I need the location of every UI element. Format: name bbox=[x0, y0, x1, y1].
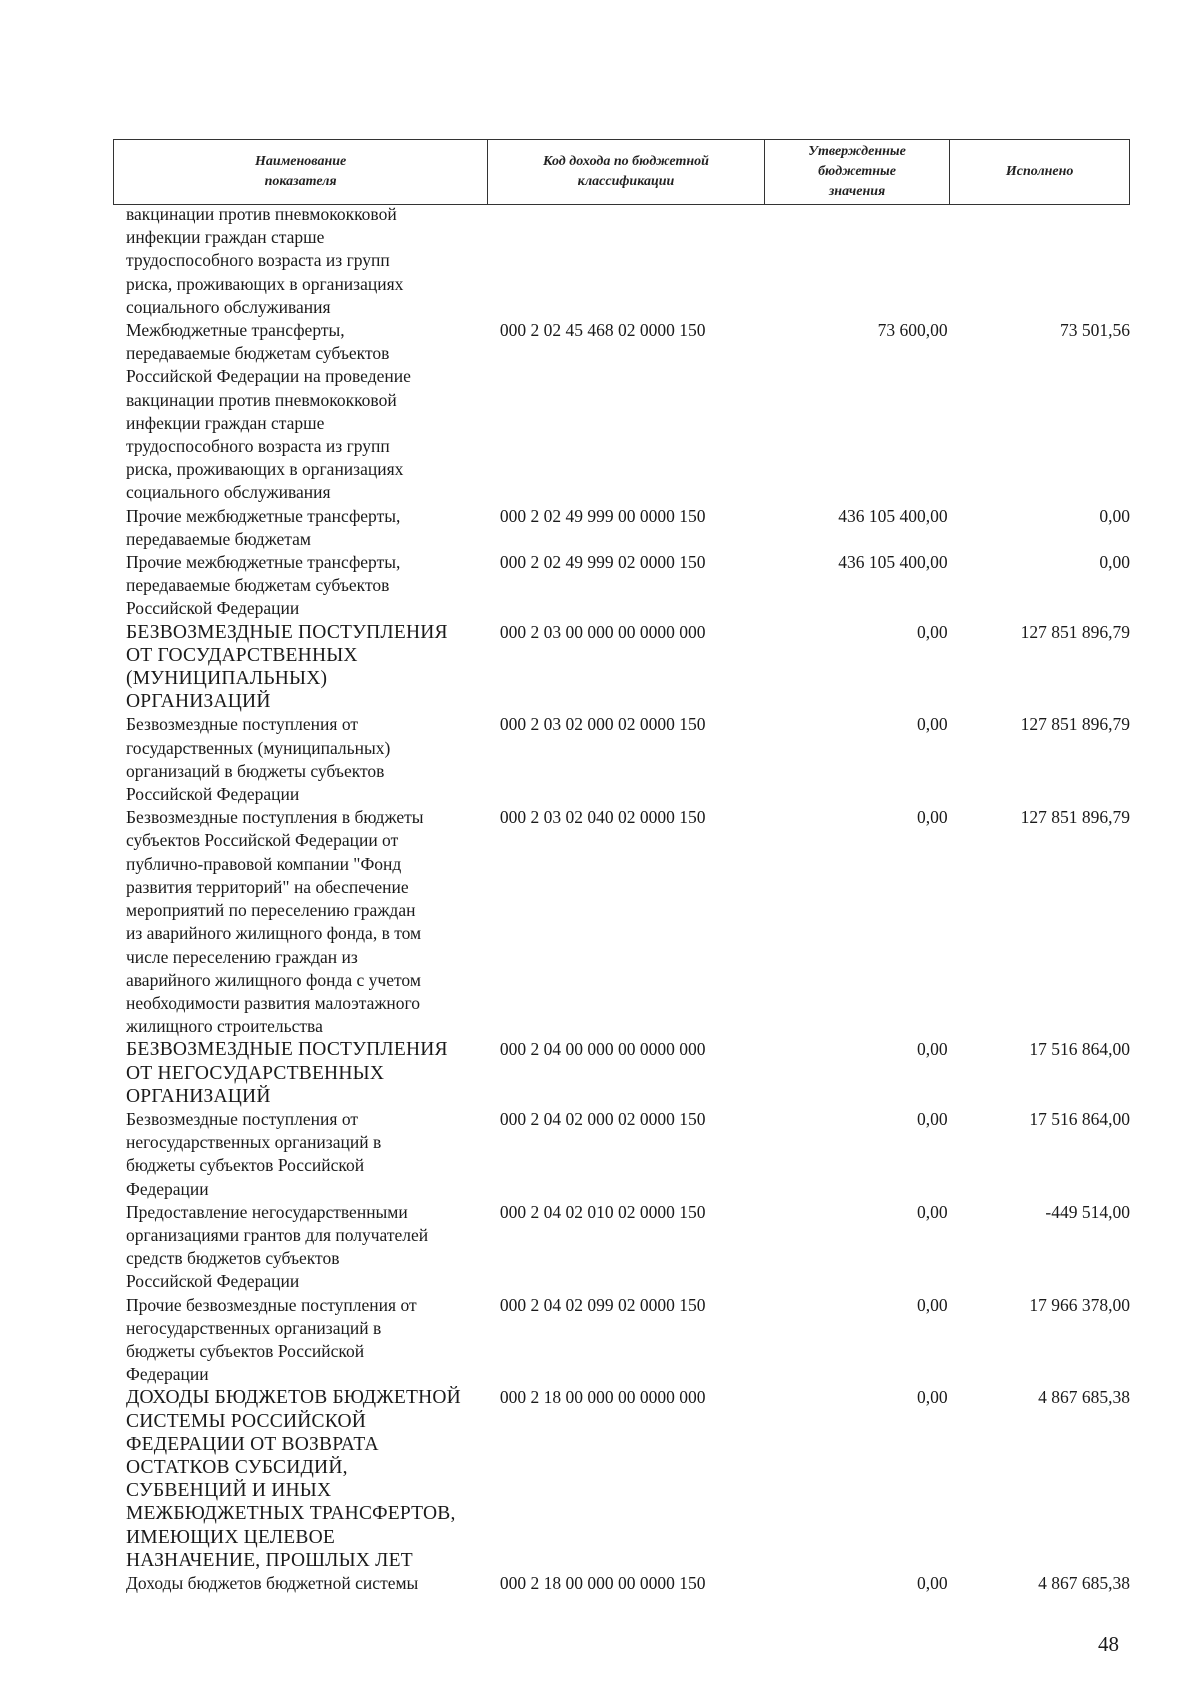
row-approved-cell: 436 105 400,00 bbox=[838, 552, 948, 573]
header-executed bbox=[950, 140, 1129, 204]
row-code-cell: 000 2 03 02 000 02 0000 150 bbox=[499, 714, 706, 735]
row-name-cell: Межбюджетные трансферты, передаваемые бюджетам субъектов Российской Федерации на проведение вакцинации против пневмококковой инфекции граждан старше трудоспособного возраста из групп риска, проживающих в организациях социального обслуживания bbox=[126, 320, 411, 503]
table-row bbox=[126, 1108, 1130, 1201]
row-name-cell: ДОХОДЫ БЮДЖЕТОВ БЮДЖЕТНОЙ СИСТЕМЫ РОССИЙСКОЙ ФЕДЕРАЦИИ ОТ ВОЗВРАТА ОСТАТКОВ СУБСИДИЙ, СУБВЕНЦИЙ И ИНЫХ МЕЖБЮДЖЕТНЫХ ТРАНСФЕРТОВ, ИМЕЮЩИХ ЦЕЛЕВОЕ НАЗНАЧЕНИЕ, ПРОШЛЫХ ЛЕТ bbox=[126, 1387, 461, 1571]
table-row bbox=[126, 713, 1130, 806]
header-income-code bbox=[488, 140, 764, 204]
row-executed-cell: 4 867 685,38 bbox=[1038, 1387, 1130, 1408]
row-executed-cell: 0,00 bbox=[1099, 552, 1130, 573]
row-code-cell: 000 2 02 49 999 00 0000 150 bbox=[499, 505, 706, 526]
row-code-cell: 000 2 02 45 468 02 0000 150 bbox=[499, 320, 706, 341]
header-indicator-name-text: Наименование показателя bbox=[255, 154, 347, 189]
row-name-cell: Предоставление негосударственными организациями грантов для получателей средств бюджетов субъектов Российской Федерации bbox=[126, 1201, 429, 1292]
row-code-cell: 000 2 18 00 000 00 0000 150 bbox=[499, 1572, 706, 1593]
row-executed-cell: 127 851 896,79 bbox=[1020, 621, 1130, 642]
row-code-cell: 000 2 03 00 000 00 0000 000 bbox=[499, 621, 706, 642]
header-approved-values bbox=[765, 140, 951, 204]
row-approved-cell: 0,00 bbox=[916, 1201, 948, 1222]
row-name-cell: Прочие межбюджетные трансферты, передаваемые бюджетам субъектов Российской Федерации bbox=[126, 552, 401, 619]
table-row bbox=[126, 1201, 1130, 1294]
row-approved-cell: 0,00 bbox=[916, 1039, 948, 1060]
table-row bbox=[126, 1572, 1130, 1595]
row-executed-cell: 17 966 378,00 bbox=[1029, 1294, 1130, 1315]
row-code-cell: 000 2 04 00 000 00 0000 000 bbox=[499, 1039, 706, 1060]
row-approved-cell: 0,00 bbox=[916, 807, 948, 828]
row-approved-cell: 0,00 bbox=[916, 621, 948, 642]
table-row bbox=[126, 621, 1130, 714]
row-name-cell: Прочие межбюджетные трансферты, передаваемые бюджетам bbox=[126, 505, 401, 549]
table-row bbox=[126, 1386, 1130, 1572]
row-approved-cell: 73 600,00 bbox=[877, 320, 948, 341]
header-executed-text: Исполнено bbox=[1005, 164, 1074, 179]
row-name-cell: БЕЗВОЗМЕЗДНЫЕ ПОСТУПЛЕНИЯ ОТ НЕГОСУДАРСТВЕННЫХ ОРГАНИЗАЦИЙ bbox=[126, 1039, 448, 1107]
row-executed-cell: 17 516 864,00 bbox=[1029, 1039, 1130, 1060]
row-code-cell: 000 2 02 49 999 02 0000 150 bbox=[499, 552, 706, 573]
table-row bbox=[126, 551, 1130, 621]
row-executed-cell: 0,00 bbox=[1099, 505, 1130, 526]
row-approved-cell: 0,00 bbox=[916, 1294, 948, 1315]
row-approved-cell: 0,00 bbox=[916, 1387, 948, 1408]
table-body bbox=[126, 203, 1130, 1595]
row-executed-cell: 73 501,56 bbox=[1059, 320, 1130, 341]
table-row bbox=[126, 505, 1130, 551]
row-name-cell: Доходы бюджетов бюджетной системы bbox=[126, 1572, 419, 1593]
table-row bbox=[126, 203, 1130, 319]
row-approved-cell: 436 105 400,00 bbox=[838, 505, 948, 526]
header-approved-values-text: Утвержденные бюджетные значения bbox=[808, 144, 906, 199]
row-code-cell: 000 2 03 02 040 02 0000 150 bbox=[499, 807, 706, 828]
row-name-cell: Безвозмездные поступления от государственных (муниципальных) организаций в бюджеты субъектов Российской Федерации bbox=[126, 714, 391, 805]
row-code-cell: 000 2 04 02 010 02 0000 150 bbox=[499, 1201, 706, 1222]
header-income-code-text: Код дохода по бюджетной классификации bbox=[543, 154, 709, 189]
page-number: 48 bbox=[1098, 1632, 1119, 1656]
row-executed-cell: 17 516 864,00 bbox=[1029, 1108, 1130, 1129]
table-row bbox=[126, 806, 1130, 1038]
row-name-cell: Прочие безвозмездные поступления от негосударственных организаций в бюджеты субъектов Российской Федерации bbox=[126, 1294, 417, 1385]
row-name-cell: БЕЗВОЗМЕЗДНЫЕ ПОСТУПЛЕНИЯ ОТ ГОСУДАРСТВЕННЫХ (МУНИЦИПАЛЬНЫХ) ОРГАНИЗАЦИЙ bbox=[126, 621, 448, 713]
row-code-cell: 000 2 04 02 000 02 0000 150 bbox=[499, 1108, 706, 1129]
row-code-cell: 000 2 04 02 099 02 0000 150 bbox=[499, 1294, 706, 1315]
row-name-cell: Безвозмездные поступления в бюджеты субъектов Российской Федерации от публично-правовой компании "Фонд развития территорий" на обеспечение мероприятий по переселению граждан из аварийного жилищного фонда, в том числе переселению граждан из аварийного жилищного фонда с учетом необходимости развития малоэтажного жилищного строительства bbox=[126, 807, 424, 1037]
row-name-cell: Безвозмездные поступления от негосударственных организаций в бюджеты субъектов Российской Федерации bbox=[126, 1108, 382, 1199]
table-row bbox=[126, 1038, 1130, 1108]
row-executed-cell: -449 514,00 bbox=[1045, 1201, 1130, 1222]
row-approved-cell: 0,00 bbox=[916, 714, 948, 735]
row-code-cell: 000 2 18 00 000 00 0000 000 bbox=[499, 1387, 706, 1408]
table-row bbox=[126, 1294, 1130, 1387]
row-executed-cell: 127 851 896,79 bbox=[1020, 807, 1130, 828]
row-approved-cell: 0,00 bbox=[916, 1572, 948, 1593]
row-name-cell: вакцинации против пневмококковой инфекции граждан старше трудоспособного возраста из групп риска, проживающих в организациях социального обслуживания bbox=[126, 204, 404, 317]
row-approved-cell: 0,00 bbox=[916, 1108, 948, 1129]
row-executed-cell: 4 867 685,38 bbox=[1038, 1572, 1130, 1593]
table-row bbox=[126, 319, 1130, 505]
row-executed-cell: 127 851 896,79 bbox=[1020, 714, 1130, 735]
header-indicator-name bbox=[114, 140, 488, 204]
table-header bbox=[113, 139, 1130, 205]
